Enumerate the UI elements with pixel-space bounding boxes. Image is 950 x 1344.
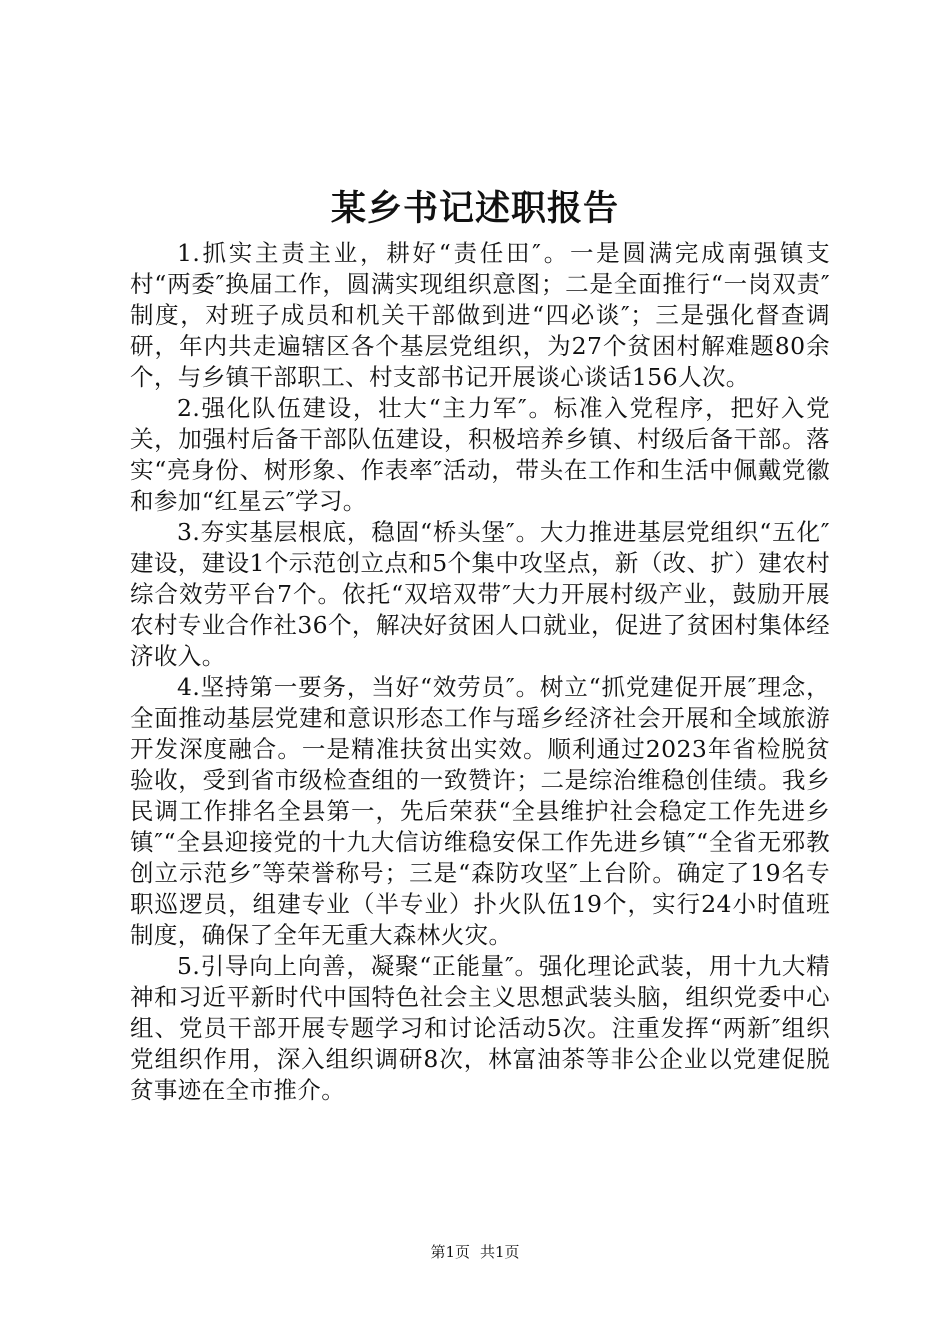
paragraph-1: 1.抓实主责主业，耕好“责任田″。一是圆满完成南强镇支村“两委″换届工作，圆满实现组织意图；二是全面推行“一岗双责″制度，对班子成员和机关干部做到进“四必谈″；三是强化督查调研，年内共走遍辖区各个基层党组织，为27个贫困村解难题80余个，与乡镇干部职工、村支部书记开展谈心谈话156人次。	[130, 239, 830, 391]
paragraph-2: 2.强化队伍建设，壮大“主力军″。标准入党程序，把好入党关，加强村后备干部队伍建设，积极培养乡镇、村级后备干部。落实“亮身份、树形象、作表率″活动，带头在工作和生活中佩戴党徽和参加“红星云″学习。	[130, 394, 830, 515]
paragraph-4: 4.坚持第一要务，当好“效劳员″。树立“抓党建促开展″理念，全面推动基层党建和意识形态工作与瑶乡经济社会开展和全域旅游开发深度融合。一是精准扶贫出实效。顺利通过2023年省检脱贫验收，受到省市级检查组的一致赞许；二是综治维稳创佳绩。我乡民调工作排名全县第一，先后荣获“全县维护社会稳定工作先进乡镇″“全县迎接党的十九大信访维稳安保工作先进乡镇″“全省无邪教创立示范乡″等荣誉称号；三是“森防攻坚″上台阶。确定了19名专职巡逻员，组建专业（半专业）扑火队伍19个，实行24小时值班制度，确保了全年无重大森林火灾。	[130, 673, 830, 949]
page-number-total: 共1页	[480, 1243, 520, 1261]
paragraph-3: 3.夯实基层根底，稳固“桥头堡″。大力推进基层党组织“五化″建设，建设1个示范创立点和5个集中攻坚点，新（改、扩）建农村综合效劳平台7个。依托“双培双带″大力开展村级产业，鼓励开展农村专业合作社36个，解决好贫困人口就业，促进了贫困村集体经济收入。	[130, 518, 830, 670]
paragraph-5: 5.引导向上向善，凝聚“正能量″。强化理论武装，用十九大精神和习近平新时代中国特色社会主义思想武装头脑，组织党委中心组、党员干部开展专题学习和讨论活动5次。注重发挥“两新″组织党组织作用，深入组织调研8次，林富油茶等非公企业以党建促脱贫事迹在全市推介。	[130, 952, 830, 1104]
page-number-current: 第1页	[430, 1243, 470, 1261]
page-footer	[0, 1242, 950, 1262]
document-title: 某乡书记述职报告	[330, 188, 619, 229]
document-body	[130, 238, 830, 1106]
